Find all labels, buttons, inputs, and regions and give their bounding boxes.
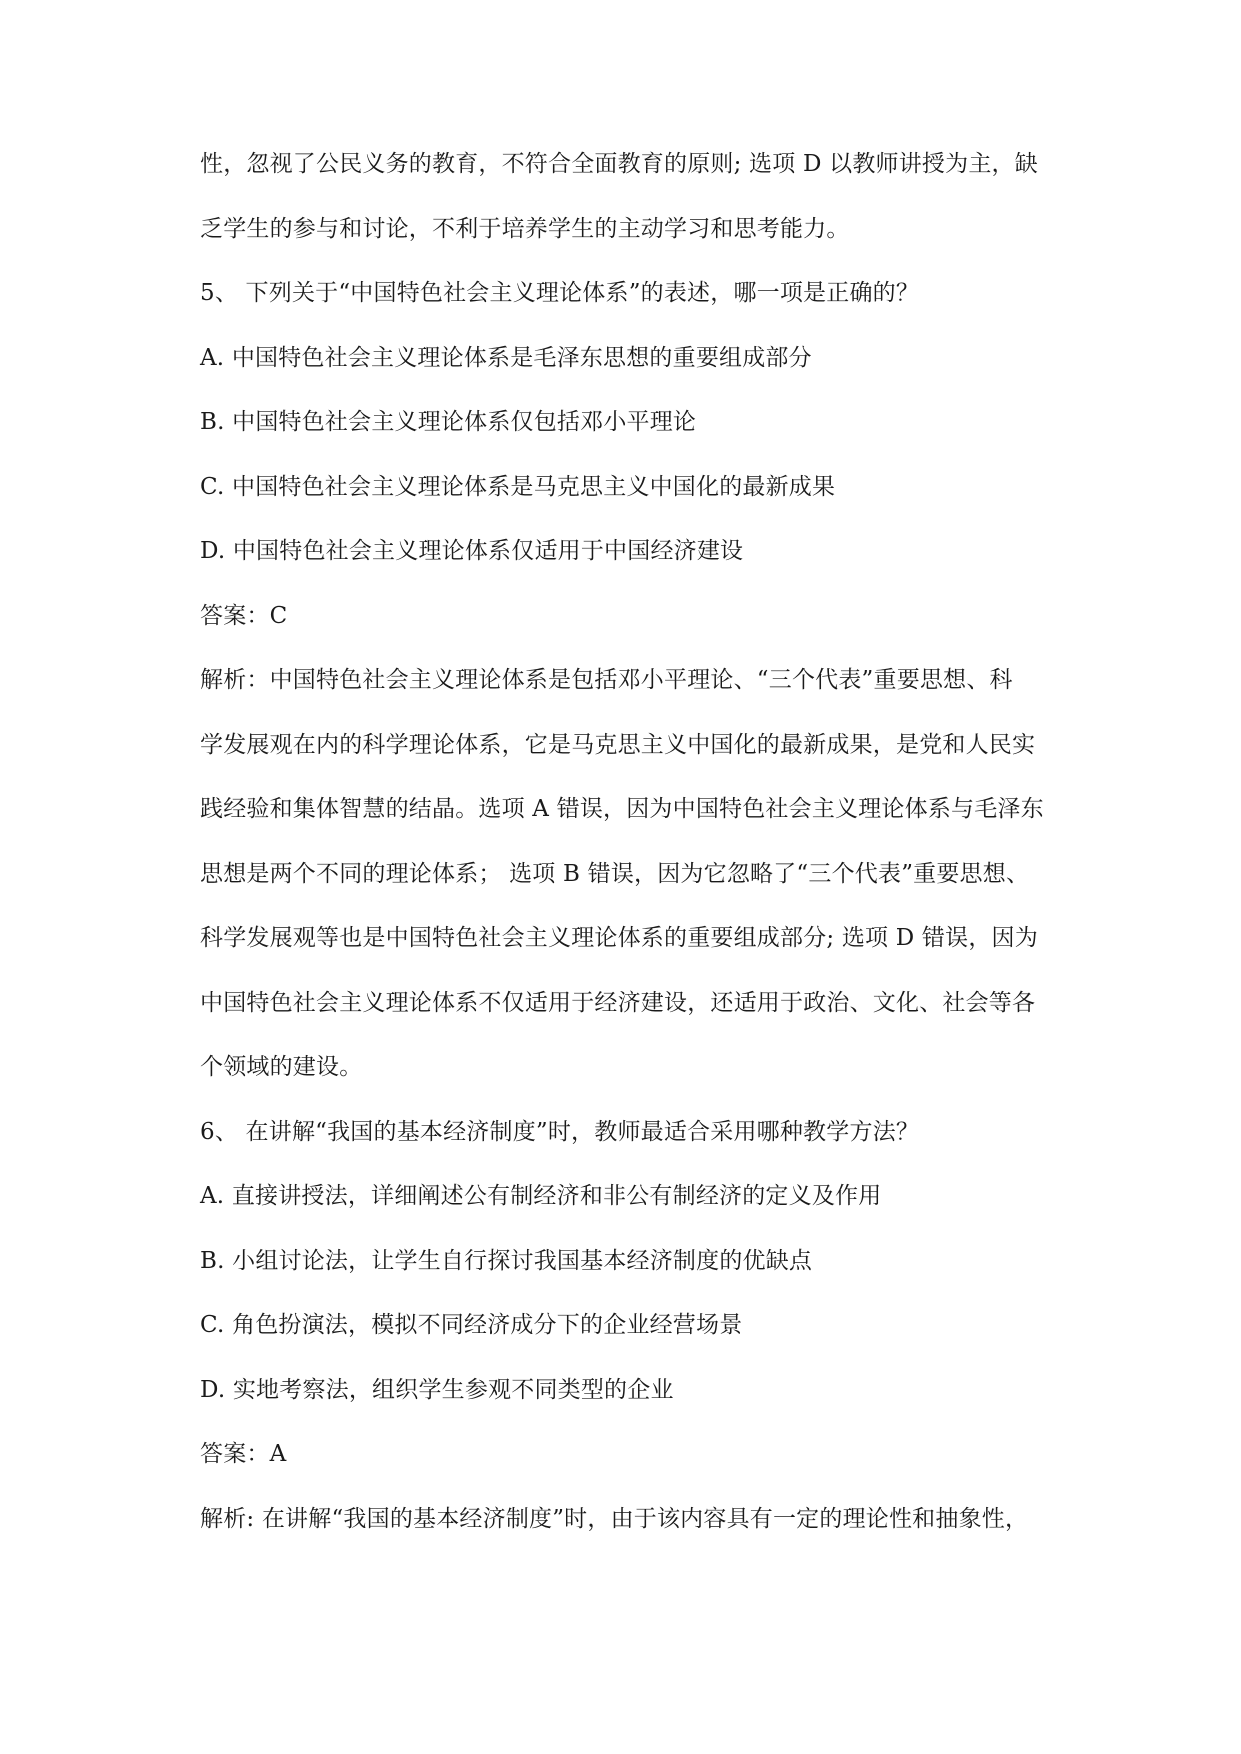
question-6-analysis: 解析: 在讲解“我国的基本经济制度”时，由于该内容具有一定的理论性和抽象性， (200, 1505, 1029, 1532)
question-5-answer: 答案：C (200, 602, 288, 629)
text-line: 乏学生的参与和讨论，不利于培养学生的主动学习和思考能力。 (200, 215, 850, 242)
question-5-analysis: 个领域的建设。 (200, 1054, 363, 1080)
question-5-option-a: A. 中国特色社会主义理论体系是毛泽东思想的重要组成部分 (200, 344, 812, 371)
question-5-analysis: 践经验和集体智慧的结晶。选项 A 错误，因为中国特色社会主义理论体系与毛泽东 (200, 796, 1044, 822)
question-5-option-c: C. 中国特色社会主义理论体系是马克思主义中国化的最新成果 (200, 473, 836, 500)
question-6-option-b: B. 小组讨论法，让学生自行探讨我国基本经济制度的优缺点 (200, 1247, 813, 1274)
question-5-option-d: D. 中国特色社会主义理论体系仅适用于中国经济建设 (200, 538, 744, 564)
text-line: 性，忽视了公民义务的教育，不符合全面教育的原则; 选项 D 以教师讲授为主，缺 (200, 151, 1038, 177)
document-page (200, 146, 1100, 1565)
question-6-option-a: A. 直接讲授法，详细阐述公有制经济和非公有制经济的定义及作用 (200, 1183, 882, 1209)
question-5-option-b: B. 中国特色社会主义理论体系仅包括邓小平理论 (200, 409, 697, 435)
question-5-analysis: 思想是两个不同的理论体系； 选项 B 错误，因为它忽略了“三个代表”重要思想、 (200, 860, 1030, 887)
question-6-answer: 答案：A (200, 1441, 287, 1467)
question-6-stem: 6、 在讲解“我国的基本经济制度”时，教师最适合采用哪种教学方法？ (200, 1118, 920, 1145)
question-6-option-d: D. 实地考察法，组织学生参观不同类型的企业 (200, 1376, 674, 1403)
question-5-analysis: 中国特色社会主义理论体系不仅适用于经济建设，还适用于政治、文化、社会等各 (200, 989, 1036, 1016)
question-6-option-c: C. 角色扮演法，模拟不同经济成分下的企业经营场景 (200, 1312, 743, 1338)
question-5-analysis: 科学发展观等也是中国特色社会主义理论体系的重要组成部分; 选项 D 错误，因为 (200, 925, 1038, 951)
question-5-analysis: 解析：中国特色社会主义理论体系是包括邓小平理论、“三个代表”重要思想、科 (200, 667, 1013, 693)
question-5-stem: 5、 下列关于“中国特色社会主义理论体系”的表述，哪一项是正确的？ (200, 280, 920, 306)
question-5-analysis: 学发展观在内的科学理论体系，它是马克思主义中国化的最新成果，是党和人民实 (200, 731, 1036, 758)
